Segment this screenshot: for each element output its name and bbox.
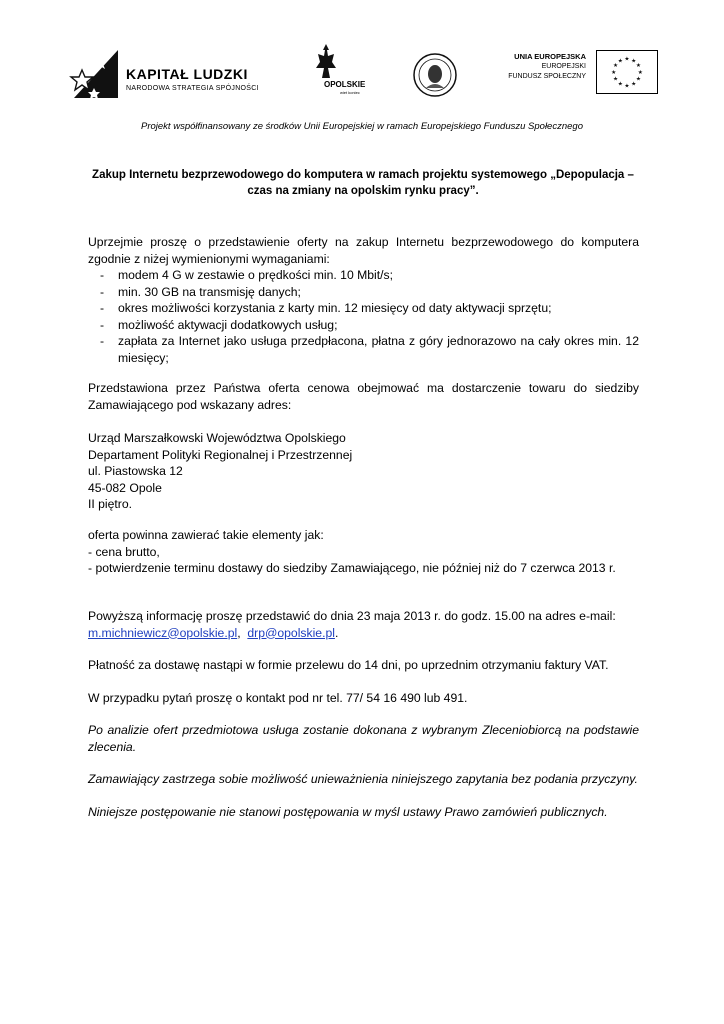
svg-text:★: ★	[617, 81, 623, 88]
logo-bar	[64, 40, 660, 112]
note-cancellation: Zamawiający zastrzega sobie możliwość unieważnienia niniejszego zapytania bez podania przyczyny.	[88, 772, 638, 786]
eu-logo-text	[508, 52, 586, 82]
delivery-paragraph: Przedstawiona przez Państwa oferta cenowa obejmować ma dostarczenie towaru do siedziby Zamawiającego pod wskazany adres:	[88, 381, 639, 412]
document-title: Zakup Internetu bezprzewodowego do komputera w ramach projektu systemowego „Depopulacja – czas na zmiany na opolskim rynku pracy”.	[92, 169, 634, 197]
note-analysis: Po analizie ofert przedmiotowa usługa zostanie dokonana z wybranym Zleceniobiorcą na podstawie zlecenia.	[88, 723, 639, 754]
svg-text:★: ★	[617, 58, 623, 65]
email-end: .	[334, 625, 339, 640]
email-link-michniewicz[interactable]: m.michniewicz@opolskie.pl	[88, 625, 238, 640]
kapital-ludzki-subtitle: NARODOWA STRATEGIA SPÓJNOŚCI	[126, 85, 259, 92]
eu-line-3: FUNDUSZ SPOŁECZNY	[508, 73, 586, 80]
svg-text:★: ★	[631, 58, 637, 65]
address-line: Urząd Marszałkowski Województwa Opolskiego	[88, 431, 346, 445]
offer-elements-heading: oferta powinna zawierać takie elementy jak:	[88, 528, 324, 542]
opolskie-small-text: wiet koniec	[340, 90, 360, 95]
address-line: 45-082 Opole	[88, 480, 162, 495]
kapital-ludzki-title: KAPITAŁ LUDZKI	[126, 66, 248, 82]
eu-flag-icon	[596, 50, 658, 94]
requirement-item: - modem 4 G w zestawie o prędkości min. 10 Mbit/s;	[100, 268, 393, 282]
svg-text:★: ★	[635, 63, 642, 70]
email-separator: ,	[237, 625, 248, 640]
deadline-paragraph	[88, 608, 639, 641]
svg-text:★: ★	[624, 83, 630, 90]
svg-text:★: ★	[612, 63, 619, 70]
svg-text:★: ★	[612, 76, 619, 83]
opolskie-logo	[302, 42, 376, 102]
svg-text:★: ★	[635, 76, 642, 83]
address-line: II piętro.	[88, 497, 133, 511]
requirement-item: - możliwość aktywacji dodatkowych usług;	[100, 317, 338, 332]
contact-paragraph: W przypadku pytań proszę o kontakt pod nr tel. 77/ 54 16 490 lub 491.	[88, 691, 468, 705]
opolskie-name: OPOLSKIE	[324, 80, 366, 89]
eu-logo	[504, 48, 658, 98]
svg-text:★: ★	[624, 56, 630, 63]
offer-elements-block	[88, 527, 639, 577]
email-line	[88, 625, 639, 642]
eu-line-1: UNIA EUROPEJSKA	[514, 52, 586, 61]
requirement-item: - okres możliwości korzystania z karty min. 12 miesięcy od daty aktywacji sprzętu;	[100, 301, 552, 315]
note-procurement-law: Niniejsze postępowanie nie stanowi postępowania w myśl ustawy Prawo zamówień publicznych.	[88, 805, 608, 819]
seal-logo	[412, 52, 458, 98]
address-line: ul. Piastowska 12	[88, 464, 183, 478]
email-link-drp[interactable]: drp@opolskie.pl	[247, 625, 335, 640]
deadline-text: Powyższą informację proszę przedstawić do dnia 23 maja 2013 r. do godz. 15.00 na adres e-mail:	[88, 609, 616, 623]
payment-paragraph: Płatność za dostawę nastąpi w formie przelewu do 14 dni, po uprzednim otrzymaniu faktury VAT.	[88, 658, 609, 672]
funding-tagline: Projekt współfinansowany ze środków Unii Europejskiej w ramach Europejskiego Funduszu Społecznego	[141, 121, 583, 132]
svg-text:★: ★	[637, 69, 643, 76]
address-block	[88, 430, 639, 513]
offer-element-item: - cena brutto,	[88, 544, 160, 559]
eu-line-2: EUROPEJSKI	[541, 63, 586, 70]
svg-text:★: ★	[611, 69, 617, 76]
address-line: Departament Polityki Regionalnej i Przestrzennej	[88, 447, 353, 462]
kapital-ludzki-logo	[68, 44, 268, 104]
requirements-list	[88, 267, 639, 366]
offer-element-item: - potwierdzenie terminu dostawy do siedziby Zamawiającego, nie później niż do 7 czerwca 2013 r.	[88, 561, 616, 575]
requirement-item: - min. 30 GB na transmisję danych;	[100, 284, 301, 299]
intro-paragraph: Uprzejmie proszę o przedstawienie oferty na zakup Internetu bezprzewodowego do komputera zgodnie z niżej wymienionymi wymaganiami:	[88, 235, 639, 266]
requirement-item: - zapłata za Internet jako usługa przedpłacona, płatna z góry jednorazowo na cały okres min. 12 miesięcy;	[100, 334, 639, 365]
eagle-crest-icon	[306, 42, 346, 82]
kapital-ludzki-emblem	[68, 44, 124, 100]
svg-text:★: ★	[631, 81, 637, 88]
